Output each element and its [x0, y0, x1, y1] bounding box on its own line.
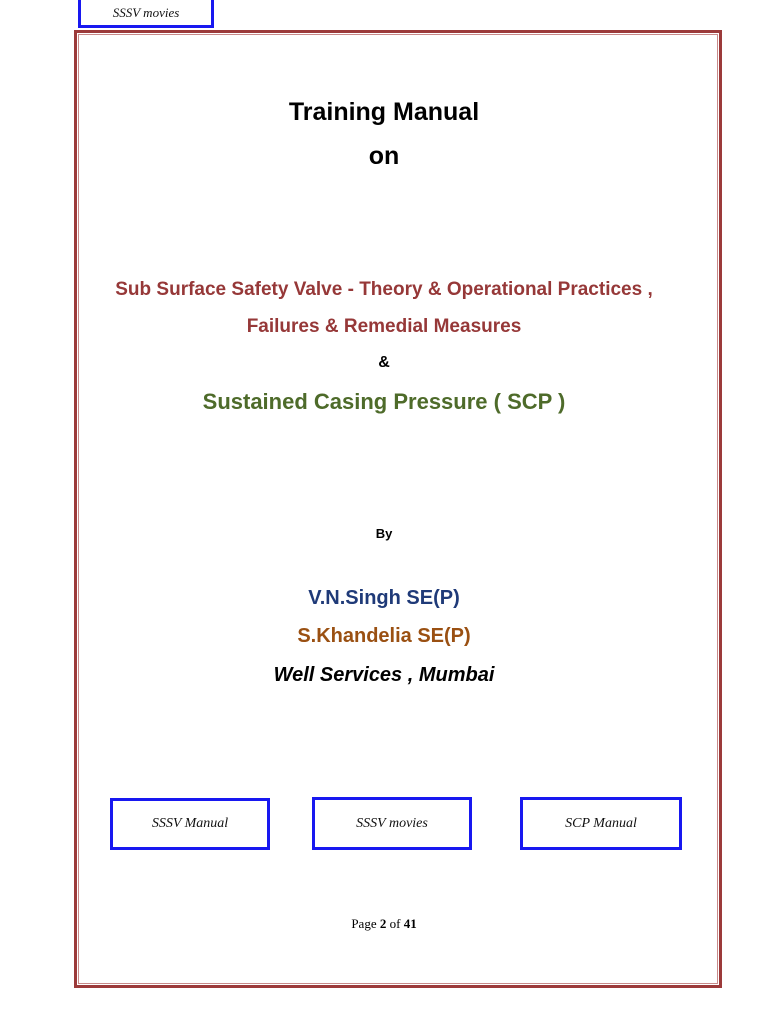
subject-line-1: Sub Surface Safety Valve - Theory & Operational Practices , [115, 279, 653, 300]
scp-manual-link[interactable] [520, 797, 682, 850]
title-line-2: on [368, 142, 400, 170]
subject-line-3: Sustained Casing Pressure ( SCP ) [202, 389, 566, 414]
subject-line-2: Failures & Remedial Measures [246, 316, 522, 337]
sssv-movies-top-link-label: SSSV movies [112, 4, 180, 20]
sssv-movies-link[interactable] [312, 797, 472, 850]
page-number [0, 916, 768, 932]
page-prefix: Page [351, 916, 377, 931]
author-2: S.Khandelia SE(P) [297, 625, 471, 647]
by-label: By [375, 526, 393, 541]
sssv-manual-link[interactable] [110, 798, 270, 850]
subject-ampersand: & [378, 354, 390, 371]
sssv-movies-top-link[interactable] [78, 0, 214, 28]
author-1: V.N.Singh SE(P) [308, 587, 460, 609]
title-line-1: Training Manual [288, 98, 480, 126]
page-current: 2 [379, 916, 387, 931]
organization: Well Services , Mumbai [273, 664, 495, 686]
page-total: 41 [403, 916, 417, 931]
scp-manual-link-label: SCP Manual [565, 815, 637, 831]
sssv-movies-link-label: SSSV movies [356, 815, 428, 831]
page-of: of [389, 916, 401, 931]
sssv-manual-link-label: SSSV Manual [151, 816, 229, 831]
